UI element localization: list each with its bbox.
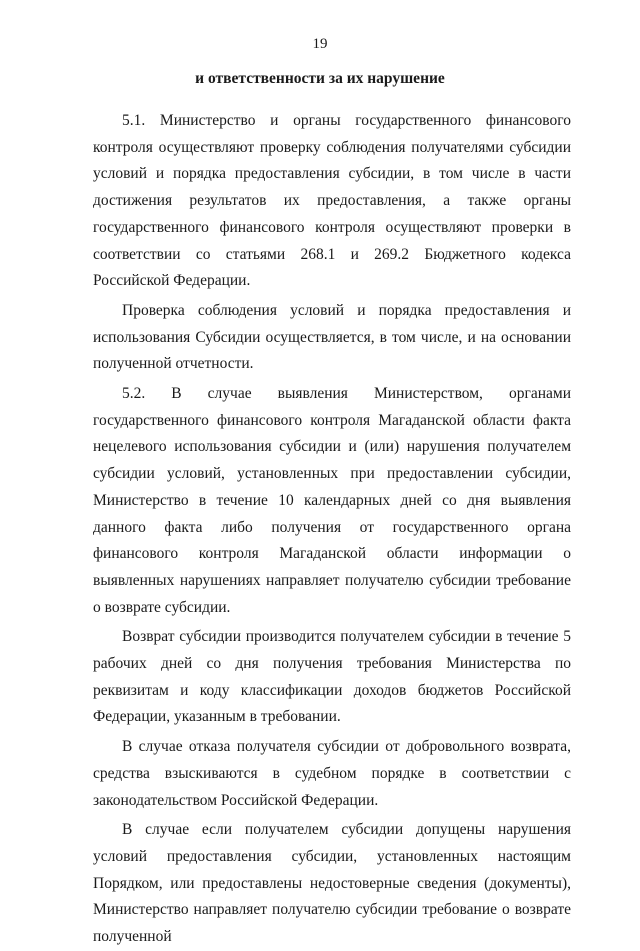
section-heading: и ответственности за их нарушение xyxy=(195,70,445,87)
paragraph-5-1: 5.1. Министерство и органы государственного финансового контроля осуществляют проверку соблюдения получателями субсидии условий и порядка предоставления субсидии, в том числе в части достижения результатов их предоставления, а также органы государственного финансового контроля осуществляют проверки в соответствии со статьями 268.1 и 269.2 Бюджетного кодекса Российской Федерации. xyxy=(93,112,571,290)
body-text xyxy=(93,108,571,951)
paragraph-refund: Возврат субсидии производится получателем субсидии в течение 5 рабочих дней со дня получения требования Министерства по реквизитам и коду классификации доходов бюджетов Российской Федерации, указанным в требовании. xyxy=(93,628,571,726)
paragraph-verification: Проверка соблюдения условий и порядка предоставления и использования Субсидии осуществляется, в том числе, и на основании полученной отчетности. xyxy=(93,301,571,373)
paragraph-refusal: В случае отказа получателя субсидии от добровольного возврата, средства взыскиваются в судебном порядке в соответствии с законодательством Российской Федерации. xyxy=(93,738,571,809)
paragraph-violations: В случае если получателем субсидии допущены нарушения условий предоставления субсидии, установленных настоящим Порядком, или предоставлены недостоверные сведения (документы), Министерство направляет получателю субсидии требование о возврате полученной xyxy=(93,821,571,946)
paragraph-5-2: 5.2. В случае выявления Министерством, органами государственного финансового контроля Магаданской области факта нецелевого использования субсидии и (или) нарушения получателем субсидии условий, установленных при предоставлении субсидии, Министерство в течение 10 календарных дней со дня выявления данного факта либо получения от государственного органа финансового контроля Магаданской области информации о выявленных нарушениях направляет получателю субсидии требование о возврате субсидии. xyxy=(93,385,571,616)
page-number: 19 xyxy=(312,36,328,52)
